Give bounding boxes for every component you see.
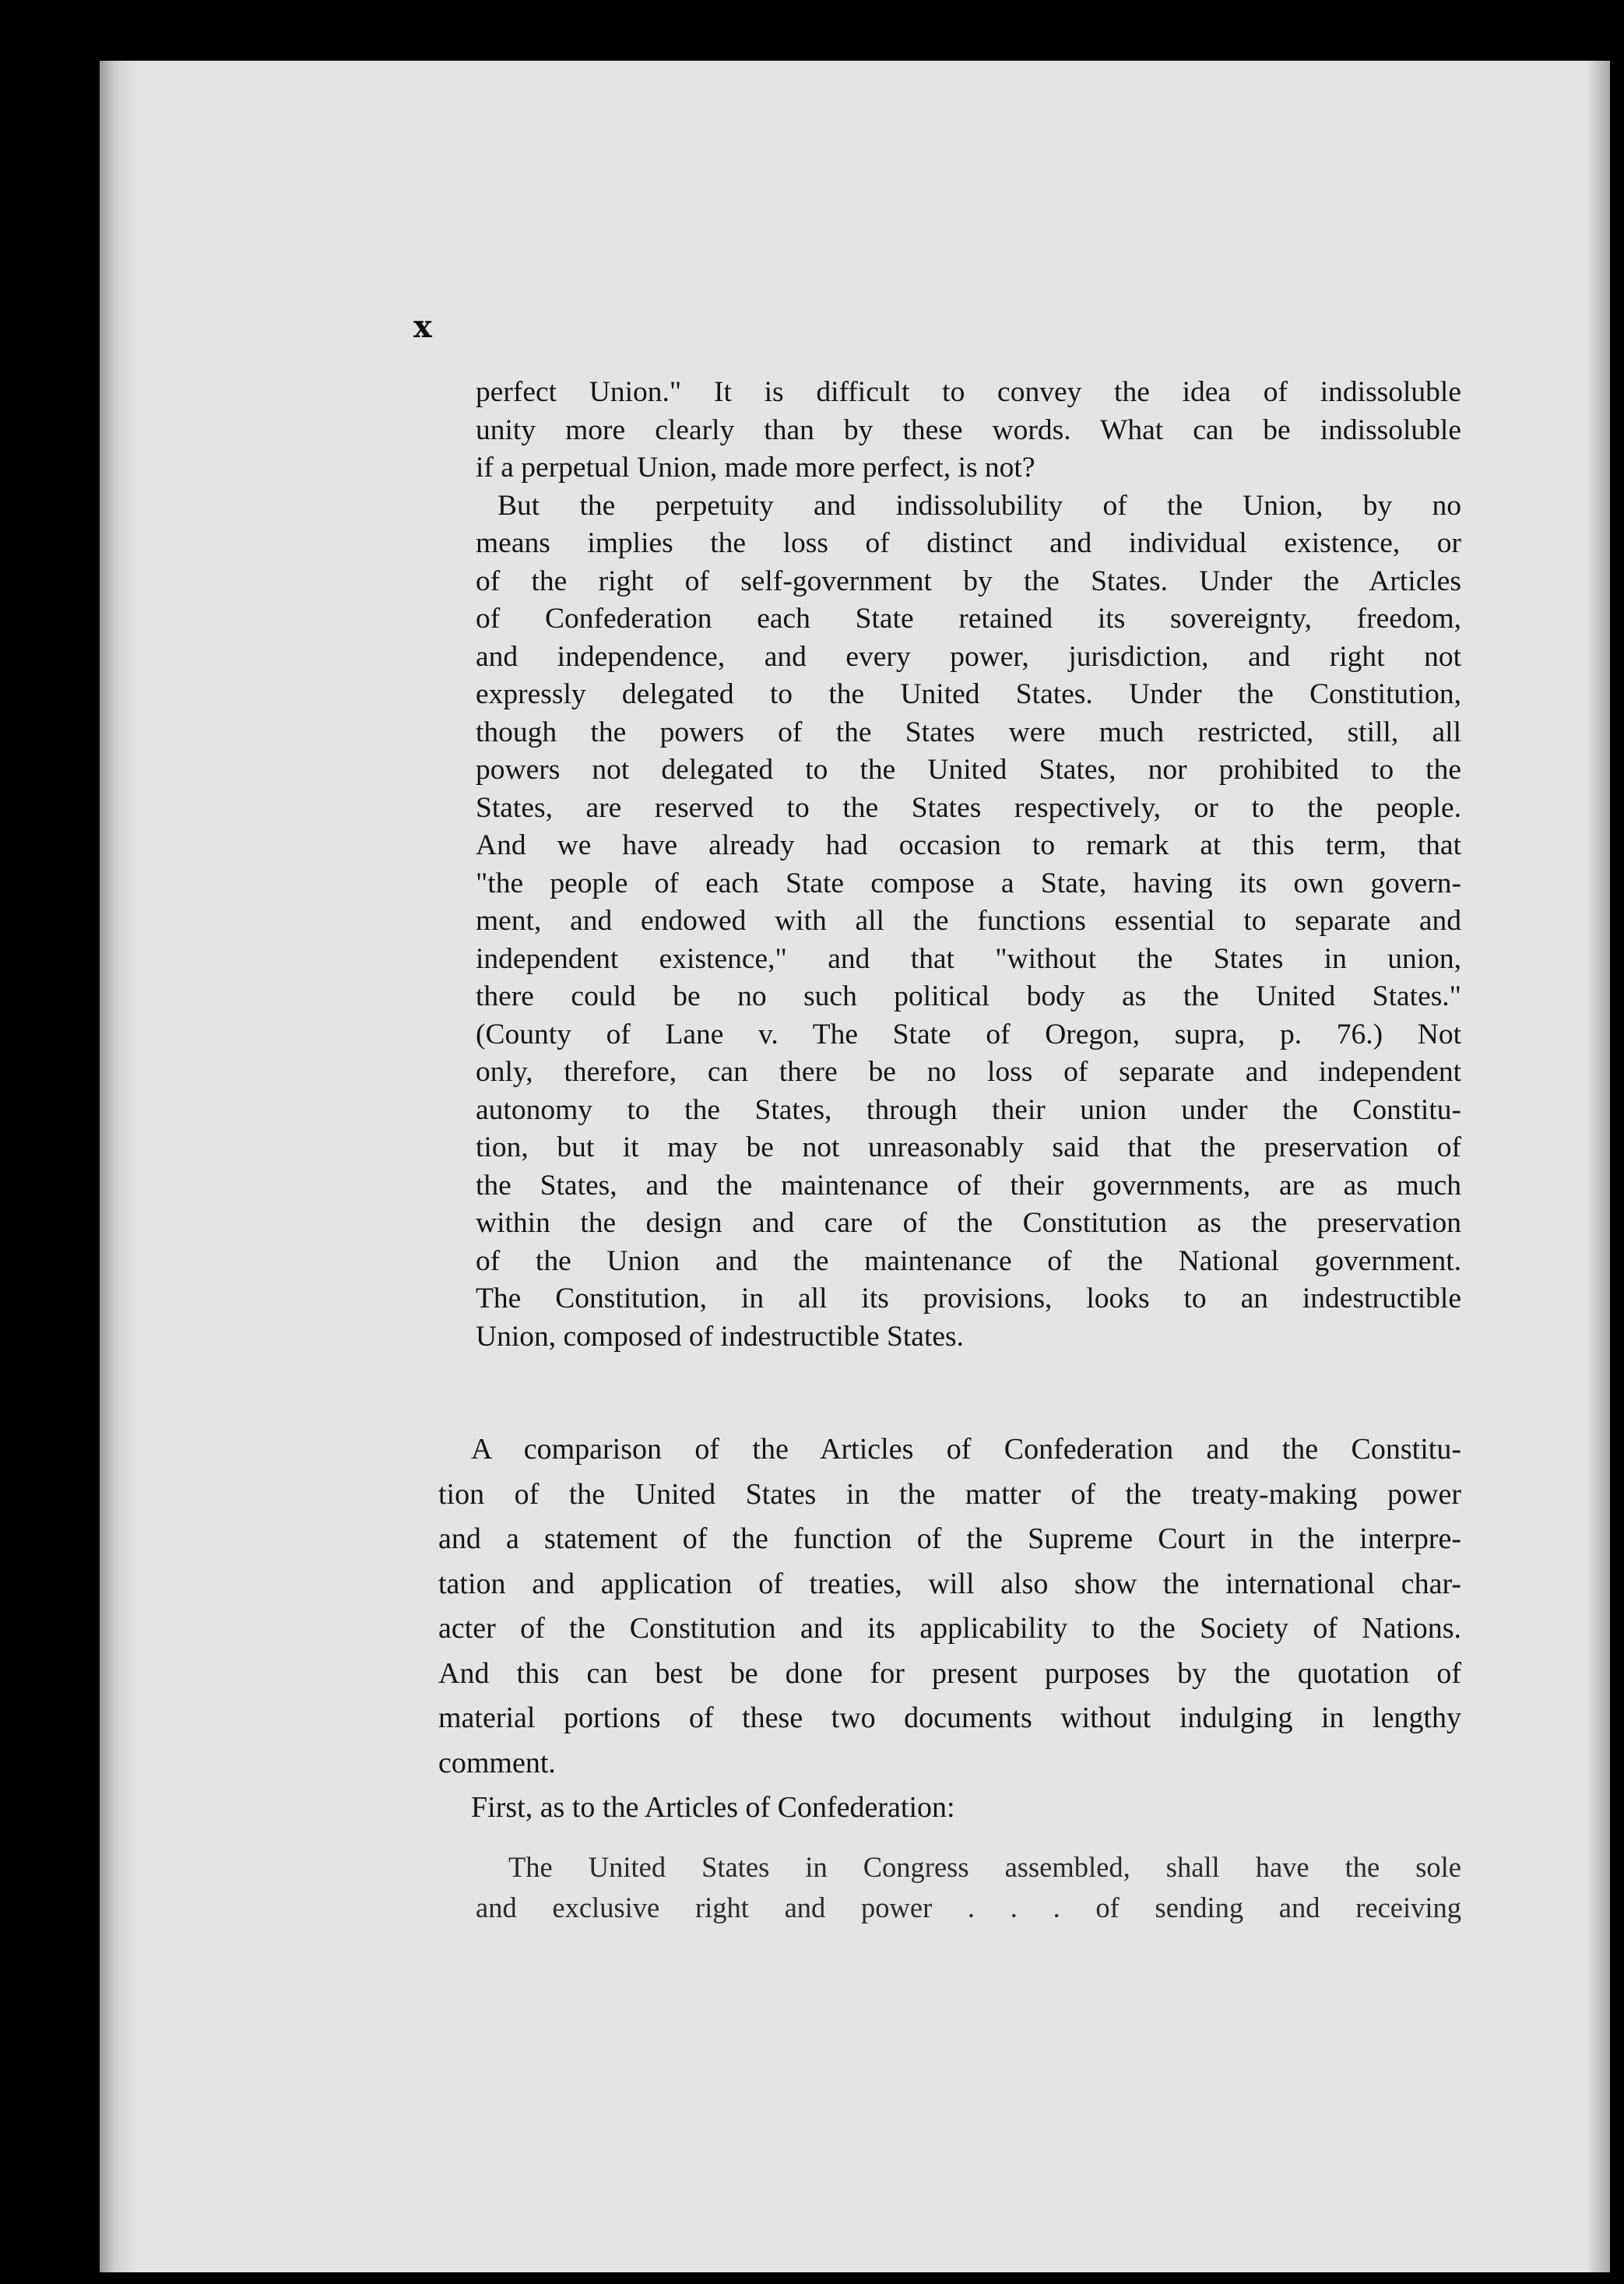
text-line: though the powers of the States were much restricted, still, all xyxy=(476,716,1461,748)
text-line: and independence, and every power, jurisdiction, and right not xyxy=(476,640,1461,673)
book-page xyxy=(100,61,1610,2272)
text-line: if a perpetual Union, made more perfect, is not? xyxy=(476,452,1035,484)
text-line: only, therefore, can there be no loss of separate and independent xyxy=(476,1056,1461,1088)
text-line: of the right of self-government by the States. Under the Articles xyxy=(476,565,1461,597)
text-line: The United States in Congress assembled, shall have the sole xyxy=(508,1851,1461,1883)
text-line: comment. xyxy=(438,1746,556,1779)
text-line: And we have already had occasion to remark at this term, that xyxy=(476,829,1461,861)
text-line: means implies the loss of distinct and individual existence, or xyxy=(476,527,1461,559)
text-line: tion, but it may be not unreasonably said that the preservation of xyxy=(476,1131,1461,1163)
page-binding-edge xyxy=(100,61,137,2272)
body-paragraph xyxy=(438,1427,1461,1831)
text-line: material portions of these two documents without indulging in lengthy xyxy=(438,1702,1461,1734)
text-line: But the perpetuity and indissolubility of the Union, by no xyxy=(497,489,1461,522)
text-line: within the design and care of the Constitution as the preservation xyxy=(476,1207,1461,1239)
text-line: Union, composed of indestructible States. xyxy=(476,1320,964,1353)
text-line: of Confederation each State retained its sovereignty, freedom, xyxy=(476,603,1461,635)
text-line: (County of Lane v. The State of Oregon, supra, p. 76.) Not xyxy=(476,1018,1461,1050)
text-line: of the Union and the maintenance of the National government. xyxy=(476,1244,1461,1277)
text-line: there could be no such political body as the United States." xyxy=(476,980,1461,1012)
text-line: acter of the Constitution and its applicability to the Society of Nations. xyxy=(438,1612,1461,1645)
continued-quotation-block xyxy=(476,374,1461,1356)
text-line: and a statement of the function of the Supreme Court in the interpre- xyxy=(438,1522,1461,1555)
text-line: tion of the United States in the matter of the treaty-making power xyxy=(438,1477,1461,1511)
text-line: autonomy to the States, through their union under the Constitu- xyxy=(476,1093,1461,1126)
text-line: perfect Union." It is difficult to convey the idea of indissoluble xyxy=(476,376,1461,408)
text-line: and exclusive right and power . . . of sending and receiving xyxy=(476,1892,1461,1923)
text-line: The Constitution, in all its provisions, looks to an indestructible xyxy=(476,1283,1461,1314)
text-line: ment, and endowed with all the functions essential to separate and xyxy=(476,905,1461,937)
text-line: unity more clearly than by these words. What can be indissoluble xyxy=(476,414,1461,446)
block-quotation xyxy=(476,1847,1461,1928)
page-right-edge xyxy=(1587,61,1610,2272)
text-line: First, as to the Articles of Confederation: xyxy=(471,1791,955,1824)
text-line: powers not delegated to the United States, nor prohibited to the xyxy=(476,754,1461,786)
text-line: States, are reserved to the States respectively, or to the people. xyxy=(476,791,1461,824)
text-line: And this can best be done for present purposes by the quotation of xyxy=(438,1656,1461,1690)
text-line: the States, and the maintenance of their governments, are as much xyxy=(476,1169,1461,1202)
text-line: independent existence," and that "without the States in union, xyxy=(476,942,1461,975)
text-line: expressly delegated to the United States. Under the Constitution, xyxy=(476,678,1461,710)
text-line: tation and application of treaties, will also show the international char- xyxy=(438,1567,1461,1600)
text-line: "the people of each State compose a State, having its own govern- xyxy=(476,867,1461,899)
text-line: A comparison of the Articles of Confederation and the Constitu- xyxy=(471,1433,1461,1466)
page-number: x xyxy=(413,308,432,345)
